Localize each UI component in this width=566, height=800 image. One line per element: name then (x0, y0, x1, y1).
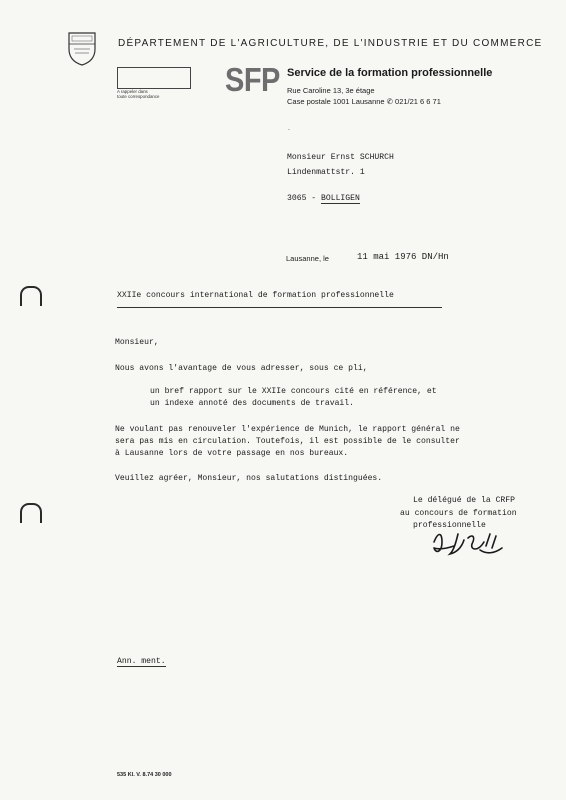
main-paragraph-line-2: sera pas mis en circulation. Toutefois, il est possible de le consulter (115, 437, 460, 446)
enclosure-note: Ann. ment. (117, 657, 166, 666)
signatory-line-3: professionnelle (413, 521, 486, 530)
print-reference: 535 Kl. V. 8.74 30 000 (117, 772, 172, 778)
recipient-postcode: 3065 - (287, 194, 321, 203)
enclosure-item-1: un bref rapport sur le XXIIe concours cité en référence, et (150, 387, 437, 396)
letter-date: 11 mai 1976 DN/Hn (357, 252, 449, 262)
punch-hole-icon (20, 286, 42, 306)
reference-box (117, 67, 191, 89)
handwritten-signature (428, 528, 508, 560)
subject-line: XXIIe concours international de formation professionnelle (117, 291, 394, 300)
recipient-street: Lindenmattstr. 1 (287, 168, 365, 177)
service-postbox: Case postale 1001 Lausanne ✆ 021/21 6 6 71 (287, 97, 441, 106)
recipient-city-name: BOLLIGEN (321, 194, 360, 203)
reference-note (117, 89, 159, 99)
intro-paragraph: Nous avons l'avantage de vous adresser, sous ce pli, (115, 364, 368, 373)
place-label: Lausanne, le (286, 254, 329, 263)
closing-formula: Veuillez agréer, Monsieur, nos salutations distinguées. (115, 474, 383, 483)
reference-note-line-1: A rappeler dans (117, 89, 148, 94)
service-name: Service de la formation professionnelle (287, 67, 493, 79)
recipient-city (287, 194, 360, 203)
department-header: DÉPARTEMENT DE L'AGRICULTURE, DE L'INDUSTRIE ET DU COMMERCE (118, 38, 543, 49)
canton-crest-icon (67, 31, 97, 67)
reference-note-line-2: toute correspondance (117, 94, 160, 99)
sfp-logo: SFP (225, 62, 280, 99)
salutation: Monsieur, (115, 338, 159, 347)
signatory-line-1: Le délégué de la CRFP (413, 496, 515, 505)
main-paragraph-line-3: à Lausanne lors de votre passage en nos bureaux. (115, 449, 349, 458)
punch-hole-icon (20, 503, 42, 523)
main-paragraph-line-1: Ne voulant pas renouveler l'expérience de Munich, le rapport général ne (115, 425, 460, 434)
subject-rule (117, 307, 442, 308)
enclosure-item-2: un indexe annoté des documents de travail. (150, 399, 354, 408)
recipient-name: Monsieur Ernst SCHURCH (287, 153, 394, 162)
dot-mark: . (288, 125, 290, 132)
signatory-line-2: au concours de formation (400, 509, 517, 518)
service-address: Rue Caroline 13, 3e étage (287, 86, 375, 95)
